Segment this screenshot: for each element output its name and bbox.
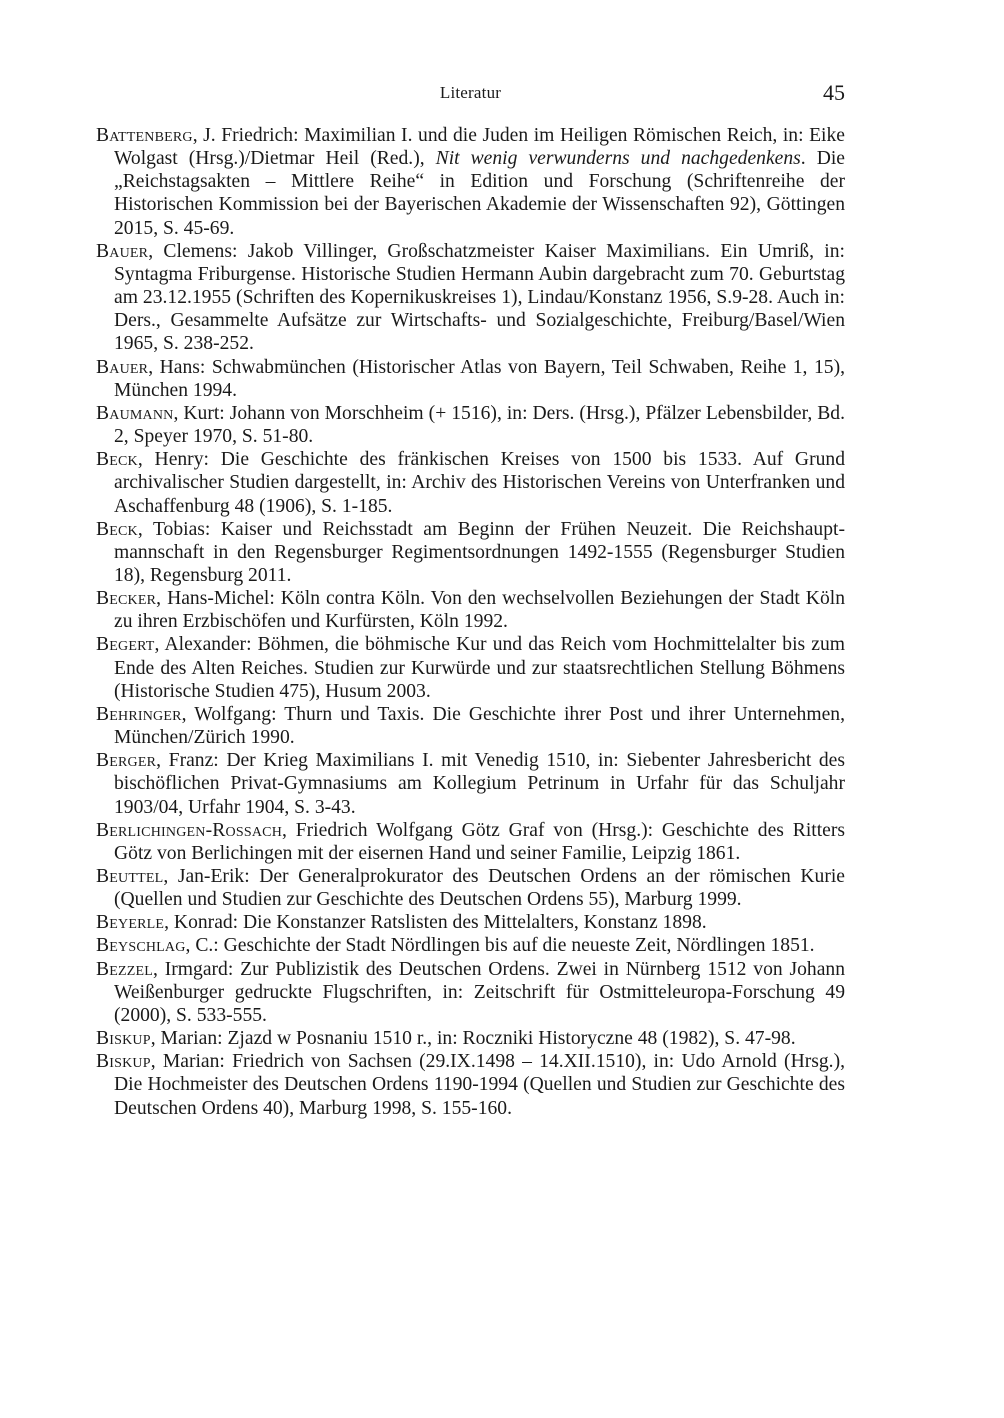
bibliography-entry [96,587,845,633]
entry-author: Becker [96,588,157,610]
entry-author: Behringer [96,703,182,725]
running-title: Literatur [439,83,502,102]
entry-text: , Marian: Zjazd w Posnaniu 1510 r., in: Roczniki Historyczne 48 (1982), S. 47-98. [150,1028,796,1050]
entry-author: Bauer [96,240,149,262]
bibliography-entry [96,1027,845,1050]
bibliography-entry [96,402,845,448]
entry-text: , Tobias: Kaiser und Reichsstadt am Beginn der Frühen Neuzeit. Die Reichshauptmannschaft in den Regensburger Regimentsordnungen 1492-1555 (Regensburger Studien 18), Regensburg 2011. [114,518,845,586]
entry-text: , Hans-Michel: Köln contra Köln. Von den wechselvollen Beziehungen der Stadt Köln zu ihren Erzbischöfen und Kurfürsten, Köln 1992. [114,588,845,633]
bibliography-entry [96,865,845,911]
entry-text: , Henry: Die Geschichte des fränkischen Kreises von 1500 bis 1533. Auf Grund archivalischer Studien dargestellt, in: Archiv des Historischen Vereins von Unterfranken und Aschaffenburg 48 (1906), S. 1-185. [114,449,845,517]
entry-text: , Alexander: Böhmen, die böhmische Kur und das Reich vom Hochmittelalter bis zum Ende des Alten Reiches. Studien zur Kurwürde und zur staatsrechtlichen Stellung Böhmens (Historische Studien 475), Husum 2003. [114,634,845,702]
entry-author: Berger [96,750,157,772]
bibliography-entry [96,934,845,957]
bibliography-entry [96,958,845,1027]
entry-text: , Hans: Schwabmünchen (Historischer Atlas von Bayern, Teil Schwaben, Reihe 1, 15), München 1994. [114,356,845,401]
entry-title-italic: Nit wenig verwunderns und nachgedenkens [435,148,801,170]
entry-author: Berlichingen-Rossach [96,819,283,841]
bibliography-entry [96,819,845,865]
bibliography-entry [96,633,845,702]
bibliography-entry [96,703,845,749]
entry-author: Battenberg [96,125,193,146]
entry-text: , J. Friedrich: Maximilian I. und die Juden im Heiligen Römischen Reich, in: Eike Wolgast (Hrsg.)/Dietmar Heil (Red.), [114,125,845,170]
entry-author: Beyerle [96,912,165,934]
entry-text: , Irmgard: Zur Publizistik des Deutschen Ordens. Zwei in Nürnberg 1512 von Johann Weißenburger gedruckte Flugschriften, in: Zeitschrift für Ostmitteleuropa-Forschung 49 (2000), S. 533-555. [114,958,845,1026]
entry-author: Biskup [96,1051,151,1073]
entry-author: Bezzel [96,958,154,980]
entry-author: Beyschlag [96,935,186,957]
bibliography-entry [96,448,845,517]
entry-author: Beuttel [96,866,164,887]
entry-text-continued: . Die „Reichstagsakten – Mittlere Reihe“ in Edition und Forschung (Schriftenreihe der Historischen Kommission bei der Bayerischen Akademie der Wissenschaften 92), Göttingen 2015, S. 45-69. [114,148,845,239]
entry-text: , Wolfgang: Thurn und Taxis. Die Geschichte ihrer Post und ihrer Unternehmen, München/Zürich 1990. [114,703,845,749]
bibliography-entry [96,911,845,934]
bibliography-entry [96,240,845,356]
entry-text: , Franz: Der Krieg Maximilians I. mit Venedig 1510, in: Siebenter Jahresbericht des bischöflichen Privat-Gymnasiums am Kollegium Petrinum in Urfahr für das Schuljahr 1903/04, Urfahr 1904, S. 3-43. [114,750,845,818]
entry-text: , Clemens: Jakob Villinger, Großschatzmeister Kaiser Maximilians. Ein Umriß, in: Syntagma Friburgense. Historische Studien Hermann Aubin dargebracht zum 70. Geburtstag am 23.12.1955 (Schriften des Kopernikuskreises 1), Lindau/Konstanz 1956, S.9-28. Auch in: Ders., Gesammelte Aufsätze zur Wirtschafts- und Sozialgeschichte, Freiburg/Basel/Wien 1965, S. 238-252. [114,240,845,355]
entry-text: , Kurt: Johann von Morschheim (+ 1516), in: Ders. (Hrsg.), Pfälzer Lebensbilder, Bd. 2, Speyer 1970, S. 51-80. [114,402,845,448]
bibliography-entry [96,1050,845,1119]
entry-text: , Jan-Erik: Der Generalprokurator des Deutschen Ordens an der römischen Kurie (Quellen und Studien zur Geschichte des Deutschen Ordens 55), Marburg 1999. [114,866,845,911]
bibliography-entry [96,749,845,818]
entry-author: Bauer [96,356,149,378]
entry-text: , C.: Geschichte der Stadt Nördlingen bis auf die neueste Zeit, Nördlingen 1851. [185,935,815,957]
running-head [96,80,845,108]
entry-text: , Friedrich Wolfgang Götz Graf von (Hrsg.): Geschichte des Ritters Götz von Berlichingen mit der eisernen Hand und seiner Familie, Leipzig 1861. [114,819,845,864]
entry-text: , Marian: Friedrich von Sachsen (29.IX.1498 – 14.XII.1510), in: Udo Arnold (Hrsg.), Die Hochmeister des Deutschen Ordens 1190-1994 (Quellen und Studien zur Geschichte des Deutschen Ordens 40), Marburg 1998, S. 155-160. [114,1051,845,1119]
entry-text: , Konrad: Die Konstanzer Ratslisten des Mittelalters, Konstanz 1898. [164,912,707,934]
entry-author: Beck [96,449,138,471]
bibliography-entry [96,356,845,402]
bibliography-entry [96,518,845,587]
bibliography-list [96,124,845,1120]
entry-author: Biskup [96,1028,151,1050]
page-number: 45 [823,80,845,105]
entry-author: Begert [96,634,155,656]
bibliography-entry [96,124,845,240]
entry-author: Baumann [96,402,174,424]
entry-author: Beck [96,518,138,540]
